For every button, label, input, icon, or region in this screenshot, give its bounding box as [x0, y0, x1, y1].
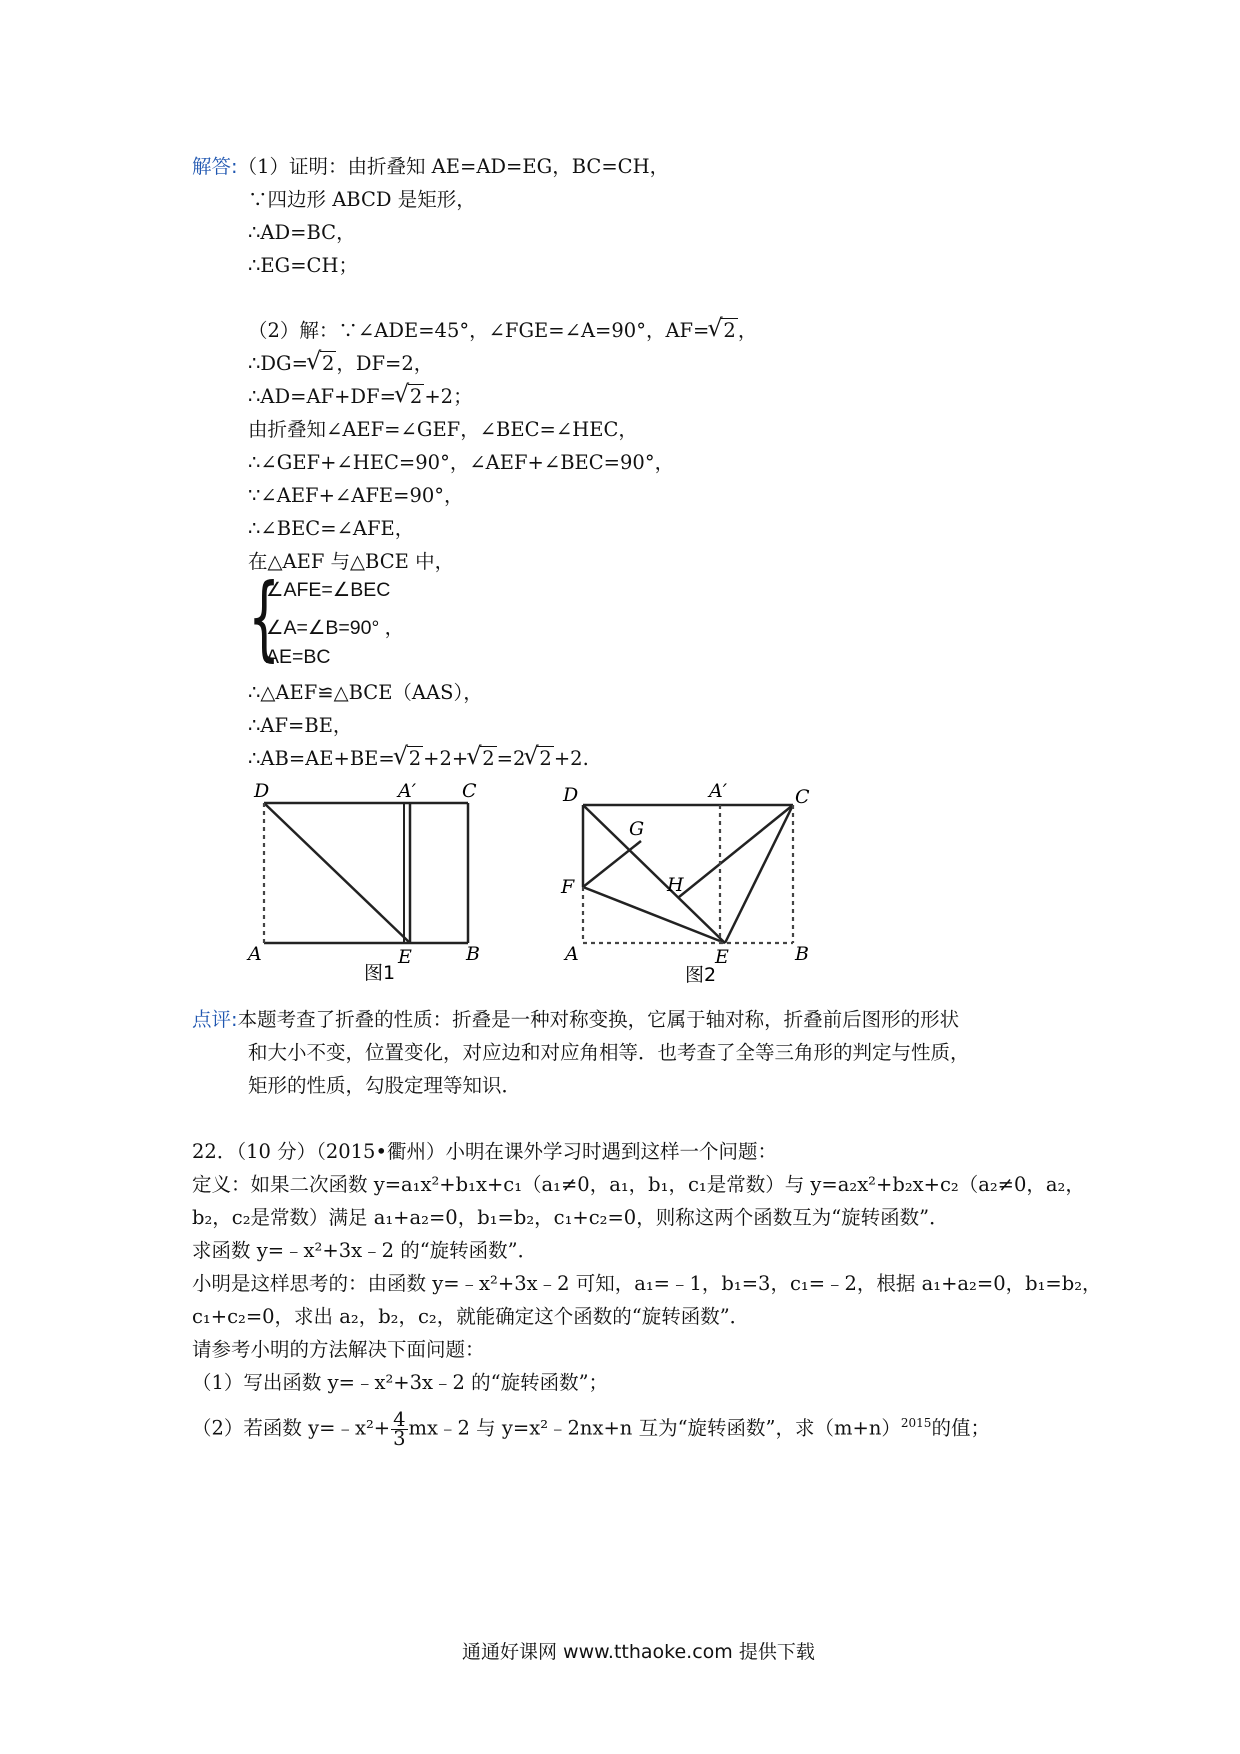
- fig2-segment-CH: [679, 805, 793, 897]
- condition-3: AE=BC: [266, 646, 331, 668]
- part2-line-4: 由折叠知∠AEF=∠GEF，∠BEC=∠HEC，: [248, 418, 638, 441]
- q22-line-9: （2）若函数 y=﹣x²+ $\frac{4}{3}$ mx﹣2 与 y=x²﹣2nx+n 互为“旋转函数”，求$(m+n)^{2015}$的值；: [192, 1407, 990, 1450]
- sqrt-expression: √ 2: [396, 384, 424, 410]
- fig2-label-B: B: [795, 943, 809, 965]
- fig1-label-E: E: [398, 946, 412, 968]
- comment-line-3: 矩形的性质，勾股定理等知识．: [248, 1074, 522, 1097]
- fraction-four-thirds: $\frac{4}{3}$: [393, 1407, 406, 1450]
- condition-2: ∠A=∠B=90° ，: [266, 617, 405, 639]
- q22-line-4: 求函数 y=﹣x²+3x﹣2 的“旋转函数”．: [192, 1239, 538, 1262]
- q22-line-7: 请参考小明的方法解决下面问题：: [192, 1338, 485, 1361]
- part2-line-8: 在△AEF 与△BCE 中，: [248, 550, 455, 573]
- fig1-label-B: B: [466, 943, 480, 965]
- fig1-label-A: A: [248, 943, 262, 965]
- fig2-label-A-prime: A′: [709, 780, 728, 802]
- fig2-caption: 图2: [685, 964, 717, 986]
- part2-line-11: ∴AB=AE+BE=√ 2 +2+√ 2 =2√ 2 +2.: [248, 746, 589, 772]
- fig2-label-H: H: [667, 874, 684, 896]
- figure-2: [555, 775, 825, 990]
- part2-line-7: ∴∠BEC=∠AFE，: [248, 517, 415, 540]
- answer-line-2: ∵四边形 ABCD 是矩形，: [248, 188, 476, 211]
- fig1-label-C: C: [462, 780, 477, 802]
- q22-line-1: 22．（10 分）（2015•衢州）小明在课外学习时遇到这样一个问题：: [192, 1140, 777, 1163]
- fig1-label-D: D: [254, 780, 270, 802]
- fig1-caption: 图1: [364, 962, 396, 984]
- answer-line-1: 解答:（1）证明：由折叠知 AE=AD=EG，BC=CH，: [192, 155, 670, 178]
- part2-line-9: ∴△AEF≌△BCE（AAS），: [248, 681, 483, 704]
- fig2-segment-DE: [583, 805, 725, 943]
- q22-line-3: b₂，c₂是常数）满足 a₁+a₂=0，b₁=b₂，c₁+c₂=0，则称这两个函数互为“旋转函数”．: [192, 1206, 949, 1229]
- fig2-segment-FG: [583, 841, 641, 887]
- part2-line-2: ∴DG=√ 2 ，DF=2，: [248, 351, 433, 377]
- condition-1: ∠AFE=∠BEC: [266, 579, 391, 601]
- part2-line-5: ∴∠GEF+∠HEC=90°，∠AEF+∠BEC=90°，: [248, 451, 675, 474]
- answer-line-3: ∴AD=BC，: [248, 221, 356, 244]
- sqrt-expression: √ 2: [395, 746, 423, 772]
- page-footer: 通通好课网 www.tthaoke.com 提供下载: [462, 1641, 815, 1663]
- fig2-label-C: C: [795, 786, 810, 808]
- fig2-label-F: F: [561, 876, 575, 898]
- answer-label: 解答:: [192, 155, 238, 178]
- figure-1: [240, 775, 500, 985]
- fig2-label-D: D: [563, 784, 579, 806]
- q22-line-5: 小明是这样思考的：由函数 y=﹣x²+3x﹣2 可知，a₁=﹣1，b₁=3，c₁=﹣2，根据 a₁+a₂=0，b₁=b₂，: [192, 1272, 1102, 1295]
- answer-line-4: ∴EG=CH；: [248, 254, 358, 277]
- fig2-label-A: A: [565, 943, 579, 965]
- congruence-conditions: [248, 564, 448, 672]
- fig2-label-G: G: [629, 818, 645, 840]
- fig1-label-A-prime: A′: [398, 780, 417, 802]
- comment-label: 点评:: [192, 1008, 238, 1031]
- part2-line-3: ∴AD=AF+DF=√ 2 +2；: [248, 384, 473, 410]
- fig2-segment-FE: [583, 887, 725, 943]
- fig2-segment-CE: [725, 805, 793, 943]
- sqrt-expression: √ 2: [525, 746, 553, 772]
- sqrt-expression: √ 2: [709, 318, 737, 344]
- q22-line-8: （1）写出函数 y=﹣x²+3x﹣2 的“旋转函数”；: [192, 1371, 609, 1394]
- part2-line-10: ∴AF=BE，: [248, 714, 353, 737]
- q22-line-2: 定义：如果二次函数 y=a₁x²+b₁x+c₁（a₁≠0，a₁，b₁，c₁是常数）与 y=a₂x²+b₂x+c₂（a₂≠0，a₂，: [192, 1173, 1085, 1196]
- fig1-diagonal-DE: [264, 803, 410, 943]
- sqrt-expression: √ 2: [308, 351, 336, 377]
- comment-line-2: 和大小不变，位置变化，对应边和对应角相等．也考查了全等三角形的判定与性质，: [248, 1041, 970, 1064]
- q22-line-6: c₁+c₂=0，求出 a₂，b₂，c₂，就能确定这个函数的“旋转函数”．: [192, 1305, 750, 1328]
- sqrt-expression: √ 2: [468, 746, 496, 772]
- fig2-label-E: E: [715, 946, 729, 968]
- part2-line-1: （2）解：∵∠ADE=45°，∠FGE=∠A=90°，AF=√ 2 ，: [248, 318, 757, 344]
- comment-line-1: 点评:本题考查了折叠的性质：折叠是一种对称变换，它属于轴对称，折叠前后图形的形状: [192, 1008, 960, 1031]
- left-brace: {: [248, 564, 281, 671]
- part2-line-6: ∵∠AEF+∠AFE=90°，: [248, 484, 464, 507]
